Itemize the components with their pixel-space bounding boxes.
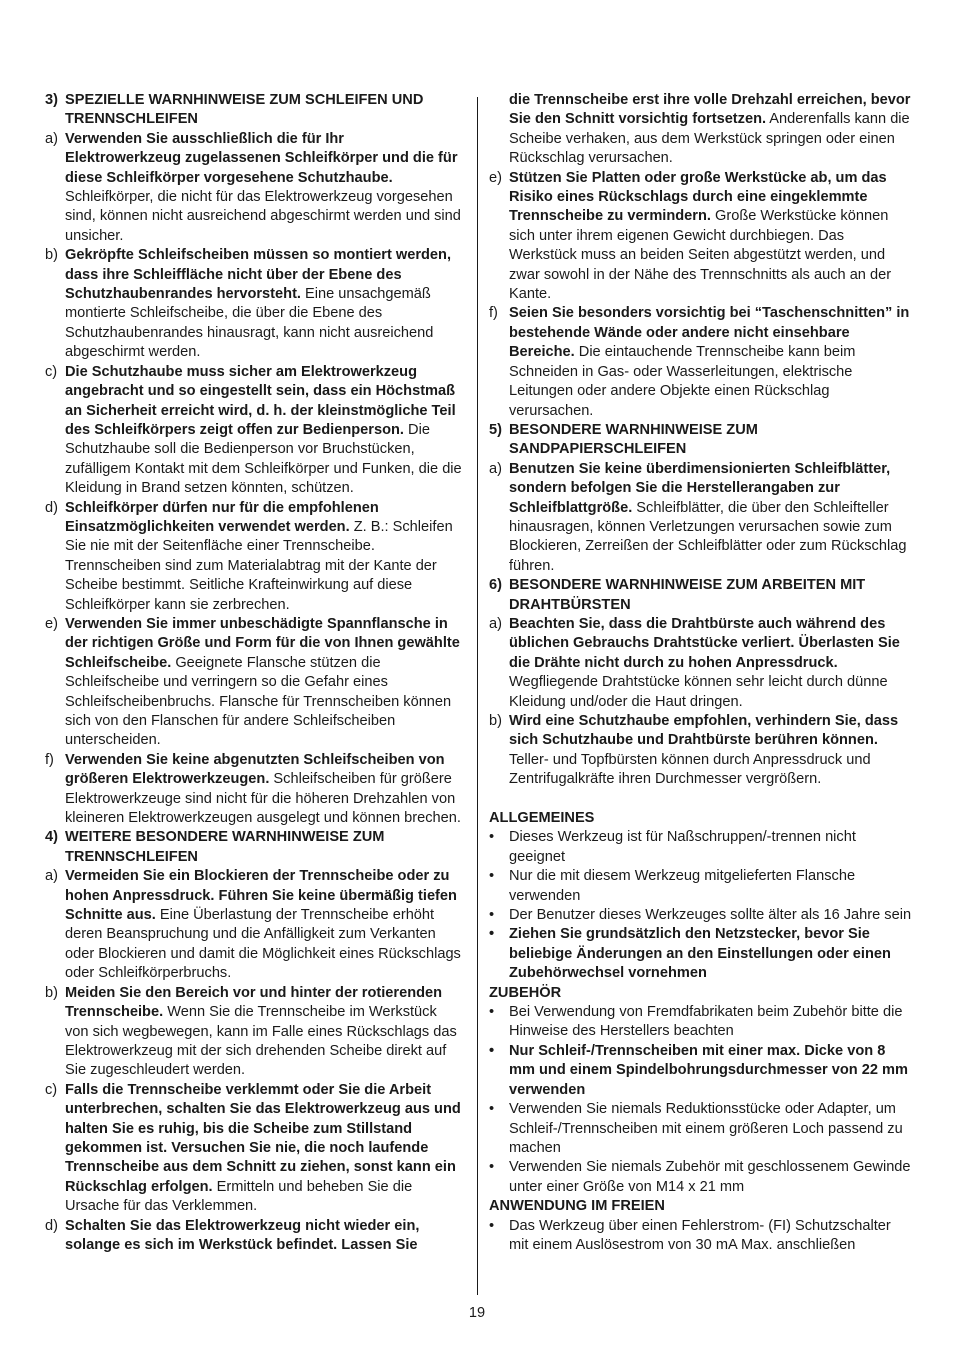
item-label: e) [45, 615, 58, 632]
section-4-heading [45, 828, 463, 867]
item-bold-text: Wird eine Schutzhaube empfohlen, verhindern Sie, dass sich Schutzhaube und Drahtbürste berühren können. [509, 713, 899, 749]
section-4-items [45, 867, 463, 1255]
section-number: 4) [45, 829, 58, 846]
list-item [45, 130, 463, 246]
bullet-item [489, 1042, 912, 1100]
section-4-items-continued [489, 169, 912, 421]
section-6-items [489, 615, 912, 790]
item-label: a) [45, 130, 58, 147]
bullet-text: Nur die mit diesem Werkzeug mitgelieferten Flansche verwenden [509, 868, 856, 904]
bullet-item [489, 828, 912, 867]
item-bold-text: Verwenden Sie keine abgenutzten Schleifscheiben von größeren Elektrowerkzeugen. [65, 751, 445, 788]
list-item [45, 363, 463, 499]
list-item [489, 615, 912, 712]
item-label: e) [489, 169, 502, 186]
bullet-text: Ziehen Sie grundsätzlich den Netzstecker, bevor Sie beliebige Änderungen an den Einstellungen oder einen Zubehörwechsel vornehmen [509, 926, 891, 982]
section-title: BESONDERE WARNHINWEISE ZUM SANDPAPIERSCHLEIFEN [509, 421, 758, 458]
bullet-icon: • [489, 1042, 495, 1059]
item-bold-text: Falls die Trennscheibe verklemmt oder Sie die Arbeit unterbrechen, schalten Sie das Elektrowerkzeug aus und halten Sie es ruhig, bis die Scheibe zum Stillstand gekommen ist. Versuchen Sie nie, die noch laufende Trennscheibe aus dem Schnitt zu ziehen, sonst kann ein Rückschlag erfolgen. [65, 1081, 461, 1195]
list-item [45, 751, 463, 829]
list-item [45, 499, 463, 615]
item-text: Schleifscheiben für größere Elektrowerkzeuge sind nicht für die höheren Drehzahlen von kleineren Elektrowerkzeugen ausgelegt und können brechen. [65, 771, 461, 827]
section-number: 6) [489, 577, 502, 594]
item-bold-text: Verwenden Sie ausschließlich die für Ihr Elektrowerkzeug zugelassenen Schleifkörper und die für diese Schleifkörper vorgesehene Schutzhaube. [65, 130, 458, 186]
bullet-text: Bei Verwendung von Fremdfabrikaten beim Zubehör bitte die Hinweise des Herstellers beachten [509, 1004, 903, 1040]
bullet-item [489, 1100, 912, 1158]
item-label: f) [489, 305, 498, 322]
item-bold-text: Verwenden Sie immer unbeschädigte Spannflansche in der richtigen Größe und Form für die von Ihnen gewählte Schleifscheibe. [65, 615, 460, 671]
bullet-icon: • [489, 1159, 495, 1176]
left-column [45, 91, 463, 1255]
bullet-text: Verwenden Sie niemals Zubehör mit geschlossenem Gewinde unter einer Größe von M14 x 21 mm [509, 1159, 911, 1195]
section-5-items [489, 460, 912, 576]
list-item [45, 615, 463, 751]
bullet-icon: • [489, 907, 495, 924]
bullet-icon: • [489, 868, 495, 885]
list-item [45, 984, 463, 1081]
section-3-heading [45, 91, 463, 130]
item-bold-text: Beachten Sie, dass die Drahtbürste auch während des üblichen Gebrauchs Drahtstücke verliert. Überlasten Sie die Drähte nicht durch zu hohen Anpressdruck. [509, 615, 900, 671]
bullet-item [489, 1217, 912, 1256]
item-bold-text: Vermeiden Sie ein Blockieren der Trennscheibe oder zu hohen Anpressdruck. Führen Sie keine übermäßig tiefen Schnitte aus. [65, 868, 457, 924]
item-bold-text: Meiden Sie den Bereich vor und hinter der rotierenden Trennscheibe. [65, 984, 443, 1021]
item-label: b) [45, 247, 58, 264]
bullet-icon: • [489, 829, 495, 846]
section-title: SPEZIELLE WARNHINWEISE ZUM SCHLEIFEN UND TRENNSCHLEIFEN [65, 92, 424, 128]
item-label: a) [489, 615, 502, 632]
section-title: BESONDERE WARNHINWEISE ZUM ARBEITEN MIT DRAHTBÜRSTEN [509, 577, 866, 613]
item-text: Schleifblätter, die über den Schleifteller hinausragen, können Verletzungen verursachen sowie zum Blockieren, Zerreißen der Schleifblätter oder zum Rückschlag führen. [509, 499, 907, 574]
section-6-heading [489, 576, 912, 615]
item-bold-text: Gekröpfte Schleifscheiben müssen so montiert werden, dass ihre Schleiffläche nicht über der Ebene des Schutzhaubenrandes hervorsteht. [65, 247, 452, 303]
continued-bold: die Trennscheibe erst ihre volle Drehzahl erreichen, bevor Sie den Schnitt vorsichtig fortsetzen. [509, 92, 911, 128]
anwendung-heading: ANWENDUNG IM FREIEN [489, 1198, 665, 1215]
item-label: f) [45, 751, 54, 768]
section-3-items [45, 130, 463, 829]
item-label: d) [45, 1217, 58, 1234]
item-bold-text: Die Schutzhaube muss sicher am Elektrowerkzeug angebracht und so eingestellt sein, dass ein Höchstmaß an Sicherheit erreicht wird, d. h. der kleinstmögliche Teil des Schleifkörpers zeigt offen zur Bedienperson. [65, 363, 456, 438]
item-label: b) [489, 713, 502, 729]
continued-paragraph [489, 91, 912, 169]
item-text: Die eintauchende Trennscheibe kann beim Schneiden in Gas- oder Wasserleitungen, elektrische Leitungen oder andere Objekte einen Rückschlag verursachen. [509, 344, 856, 419]
bullet-item [489, 906, 912, 925]
bullet-text: Nur Schleif-/Trennscheiben mit einer max. Dicke von 8 mm und einem Spindelbohrungsdurchmesser von 22 mm verwenden [509, 1042, 908, 1098]
item-label: b) [45, 984, 58, 1001]
list-item [489, 304, 912, 420]
item-bold-text: Benutzen Sie keine überdimensionierten Schleifblätter, sondern befolgen Sie die Herstellerangaben zur Schleifblattgröße. [509, 460, 891, 516]
item-label: a) [489, 460, 502, 477]
item-bold-text: Stützen Sie Platten oder große Werkstücke ab, um das Risiko eines Rückschlags durch eine eingeklemmte Trennscheibe zu vermindern. [509, 169, 887, 225]
item-text: Eine unsachgemäß montierte Schleifscheibe, die über die Ebene des Schutzhaubenrandes hinausragt, kann nicht ausreichend abgeschirmt werden. [65, 286, 434, 361]
section-number: 5) [489, 421, 502, 438]
bullet-text: Verwenden Sie niemals Reduktionsstücke oder Adapter, um Schleif-/Trennscheiben mit einem größeren Loch passend zu machen [509, 1101, 903, 1156]
bullet-item [489, 1158, 912, 1197]
section-5-heading [489, 421, 912, 460]
item-text: Ermitteln und beheben Sie die Ursache für das Verklemmen. [65, 1178, 413, 1215]
list-item [45, 1217, 463, 1256]
bullet-icon: • [489, 1101, 495, 1118]
bullet-icon: • [489, 1004, 495, 1021]
item-text: Geeignete Flansche stützen die Schleifscheibe und verringern so die Gefahr eines Schleifscheibenbruchs. Flansche für Trennscheiben können sich von den Flanschen für andere Schleifscheiben unterscheiden. [65, 654, 452, 749]
list-item [45, 1081, 463, 1217]
bullet-icon: • [489, 926, 495, 943]
section-title: WEITERE BESONDERE WARNHINWEISE ZUM TRENNSCHLEIFEN [65, 829, 385, 865]
zubehoer-list [489, 1003, 912, 1197]
item-text: Schleifkörper, die nicht für das Elektrowerkzeug vorgesehen sind, können nicht ausreichend abgeschirmt werden und sind unsicher. [65, 189, 461, 244]
item-bold-text: Schleifkörper dürfen nur für die empfohlenen Einsatzmöglichkeiten verwendet werden. [65, 499, 379, 535]
column-divider [477, 97, 478, 1295]
item-text: Große Werkstücke können sich unter ihrem eigenen Gewicht durchbiegen. Das Werkstück muss an beiden Seiten abgestützt werden, und zwar sowohl in der Nähe des Trennschnitts als auch an der Kante. [509, 208, 892, 303]
bullet-text: Der Benutzer dieses Werkzeuges sollte älter als 16 Jahre sein [509, 907, 912, 924]
item-label: a) [45, 868, 58, 885]
item-text: Z. B.: Schleifen Sie nie mit der Seitenfläche einer Trennscheibe. Trennscheiben sind zum Materialabtrag mit der Kante der Scheibe bestimmt. Seitliche Krafteinwirkung auf diese Schleifkörper kann sie zerbrechen. [65, 518, 453, 613]
item-bold-text: Seien Sie besonders vorsichtig bei “Taschenschnitten” in bestehende Wände oder andere nicht einsehbare Bereiche. [509, 305, 910, 361]
list-item [45, 867, 463, 983]
item-label: c) [45, 363, 58, 380]
bullet-item [489, 925, 912, 983]
bullet-item [489, 867, 912, 906]
list-item [45, 246, 463, 362]
allgemeines-list [489, 828, 912, 983]
section-number: 3) [45, 92, 58, 108]
list-item [489, 460, 912, 576]
item-text: Teller- und Topfbürsten können durch Anpressdruck und Zentrifugalkräfte ihren Durchmesser vergrößern. [509, 751, 871, 788]
item-text: Eine Überlastung der Trennscheibe erhöht deren Beanspruchung und die Anfälligkeit zum Verkanten oder Blockieren und damit die Möglichkeit eines Rückschlags oder Schleifkörperbruchs. [65, 907, 461, 982]
list-item [489, 169, 912, 305]
item-text: Wegfliegende Drahtstücke können sehr leicht durch dünne Kleidung und/oder die Haut dringen. [509, 674, 888, 710]
continued-text: Anderenfalls kann die Scheibe verhaken, aus dem Werkstück springen oder einen Rückschlag verursachen. [509, 111, 910, 167]
bullet-item [489, 1003, 912, 1042]
zubehoer-heading: ZUBEHÖR [489, 984, 562, 1001]
bullet-text: Dieses Werkzeug ist für Naßschruppen/-trennen nicht geeignet [509, 829, 856, 865]
page-number: 19 [468, 1305, 486, 1321]
item-label: c) [45, 1081, 58, 1098]
item-bold-text: Schalten Sie das Elektrowerkzeug nicht wieder ein, solange es sich im Werkstück befindet. Lassen Sie [65, 1217, 420, 1253]
right-column [489, 91, 912, 1255]
item-text: Wenn Sie die Trennscheibe im Werkstück von sich wegbewegen, kann im Falle eines Rückschlags das Elektrowerkzeug mit der sich drehenden Scheibe direkt auf Sie zugeschleudert werden. [65, 1004, 457, 1079]
bullet-text: Das Werkzeug über einen Fehlerstrom- (FI) Schutzschalter mit einem Auslösestrom von 30 mA Max. anschließen [509, 1217, 891, 1253]
allgemeines-heading: ALLGEMEINES [489, 810, 595, 827]
anwendung-list [489, 1217, 912, 1256]
item-text: Die Schutzhaube soll die Bedienperson vor Bruchstücken, zufälligem Kontakt mit dem Schleifkörper und Funken, die die Kleidung in Brand setzen könnten, schützen. [65, 421, 462, 497]
bullet-icon: • [489, 1217, 495, 1234]
item-label: d) [45, 499, 58, 516]
list-item [489, 712, 912, 790]
